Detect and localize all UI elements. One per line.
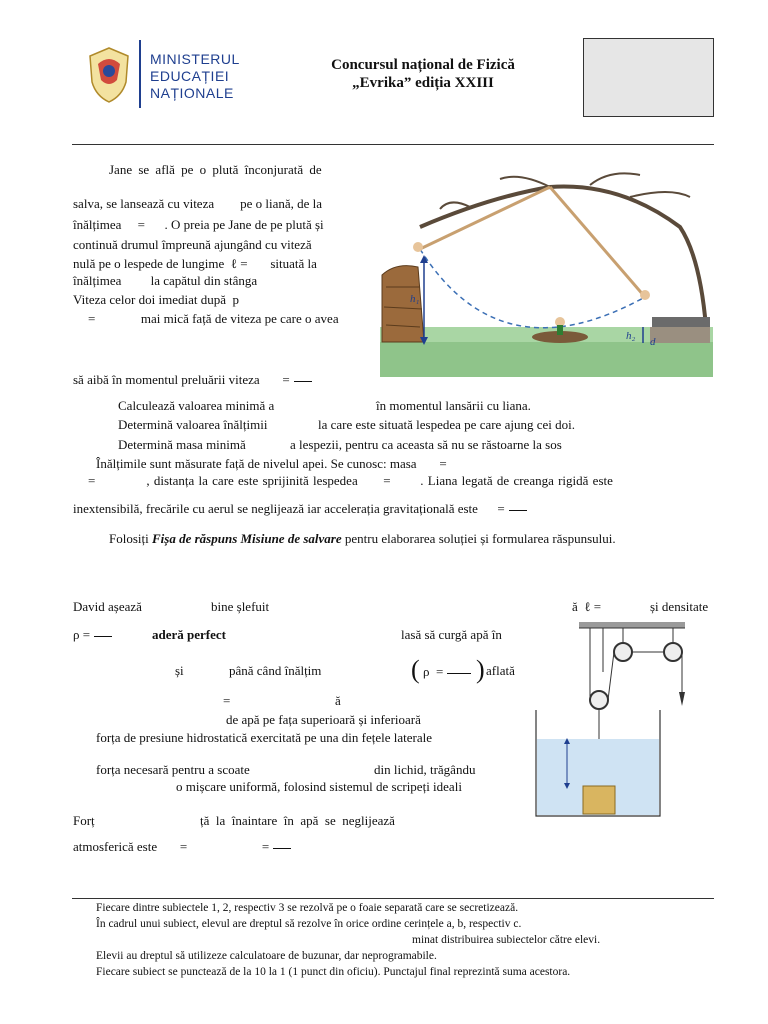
p2-line-1d: și densitate	[650, 599, 709, 614]
p2-density-paren-close: )	[476, 655, 485, 684]
p1-task-c-text1: Determină masa minimă	[118, 437, 246, 452]
footer-notes	[96, 900, 600, 980]
p2-line-2b: aderă perfect	[152, 627, 226, 642]
p1-task-b-text2: la care este situată lespedea pe care ajung cei doi.	[318, 417, 575, 432]
p2-line-1a: David așează	[73, 599, 142, 614]
ministry-line-2: EDUCAȚIEI	[150, 68, 230, 84]
p1-task-a-text2: în momentul lansării cu liana.	[376, 398, 531, 413]
p2-line-3c	[423, 664, 471, 680]
answer-sheet-title: Fișa de răspuns Misiune de salvare	[152, 531, 342, 546]
p2-task-b: forța de presiune hidrostatică exercitată pe una din fețele laterale	[96, 730, 433, 745]
footer-note-3: minat distribuirea subiectelor către elevi.	[412, 934, 601, 946]
p1-given-2: = , distanța la care este sprijinită lespedea = . Liana legată de creanga rigidă este	[88, 473, 613, 488]
p1-instructions	[109, 531, 616, 547]
ministry-name	[150, 51, 240, 102]
p2-note-1a: Forț	[73, 813, 95, 828]
p2-line-4a: =	[223, 693, 231, 708]
fraction-bar	[294, 381, 312, 382]
p2-line-2c: lasă să curgă apă în	[401, 627, 502, 642]
p1-line-9-text: să aibă în momentul preluării viteza =	[73, 372, 290, 387]
footer-note-4: Elevii au dreptul să utilizeze calculatoare de buzunar, dar neprogramabile.	[96, 950, 437, 962]
fraction-bar	[94, 636, 112, 637]
p1-given-1: Înălțimile sunt măsurate față de nivelul apei. Se cunosc: masa =	[96, 456, 447, 471]
p2-line-1b: bine șlefuit	[211, 599, 270, 614]
p2-note-2-text: atmosferică este = =	[73, 839, 270, 854]
p1-task-a	[118, 398, 531, 414]
rescue-illustration	[380, 167, 713, 377]
h2-label: h₂	[626, 330, 636, 342]
p1-task-a-text1: Calculează valoarea minimă a	[118, 398, 275, 413]
p1-line-8: = mai mică față de viteza pe care o avea	[88, 311, 339, 326]
footer-divider	[72, 898, 714, 899]
h1-label: h₁	[410, 293, 420, 305]
p2-task-c3: o mișcare uniformă, folosind sistemul de scripeți ideali	[176, 779, 462, 794]
code-box	[583, 38, 714, 117]
p1-line-4: continuă drumul împreună ajungând cu viteză	[73, 237, 312, 252]
rho-equals: ρ =	[73, 627, 91, 642]
p1-task-c-text2: a lespezii, pentru ca aceasta să nu se răstoarne la sos	[290, 437, 562, 452]
footer-note-2: În cadrul unui subiect, elevul are dreptul să rezolve în orice ordine cerințele a, b, respectiv c.	[96, 918, 522, 930]
contest-title	[300, 56, 546, 92]
p1-task-b-text1: Determină valoarea înălțimii	[118, 417, 268, 432]
p1-task-c	[118, 437, 562, 453]
ministry-line-3: NAȚIONALE	[150, 85, 234, 101]
title-line-1: Concursul național de Fizică	[331, 57, 515, 73]
fraction-bar	[273, 848, 291, 849]
pulley-diagram	[533, 622, 693, 822]
ministry-logo	[84, 46, 134, 104]
p2-line-3d: aflată	[486, 663, 515, 678]
p2-task-a: de apă pe fața superioară și inferioară	[226, 712, 421, 727]
p1-given-3-text: inextensibilă, frecările cu aerul se neglijează iar accelerația gravitațională este =	[73, 501, 505, 516]
p1-line-6: înălțimea la capătul din stânga	[73, 273, 258, 288]
p1-line-9	[73, 372, 312, 388]
p1-line-2: salva, se lansează cu viteza pe o liană, de la	[73, 196, 323, 211]
footer-note-5: Fiecare subiect se punctează de la 10 la 1 (1 punct din oficiu). Punctajul final reprezintă suma acestora.	[96, 966, 571, 978]
p2-density-paren: (	[411, 655, 420, 684]
rho-water-equals: ρ =	[423, 664, 444, 679]
title-line-2: „Evrika” ediția XXIII	[352, 75, 494, 91]
p2-line-3a: și	[175, 663, 184, 678]
fraction-bar	[447, 673, 471, 674]
p1-line-1: Jane se află pe o plută înconjurată de	[109, 162, 322, 177]
instr-text-2: pentru elaborarea soluției și formularea răspunsului.	[344, 531, 616, 546]
fraction-bar	[509, 510, 527, 511]
p2-task-c2: din lichid, trăgându	[374, 762, 476, 777]
logo-divider	[139, 40, 141, 108]
p2-line-3b: până când înălțim	[229, 663, 322, 678]
p1-given-3	[73, 501, 527, 517]
instr-text-1: Folosiți	[109, 531, 149, 546]
ministry-line-1: MINISTERUL	[150, 51, 240, 67]
p2-line-4b: ă	[335, 693, 341, 708]
p1-line-5: nulă pe o lespede de lungime ℓ = situată la	[73, 256, 317, 271]
p2-task-c1: forța necesară pentru a scoate	[96, 762, 250, 777]
p1-line-3: înălțimea = . O preia pe Jane de pe plută și	[73, 217, 324, 232]
p2-note-1b: ță la înaintare în apă se neglijează	[200, 813, 395, 828]
d-label: d	[650, 336, 656, 348]
p1-line-7: Viteza celor doi imediat după p	[73, 292, 239, 307]
p2-note-2	[73, 839, 291, 855]
p1-task-b	[118, 417, 575, 433]
p2-line-1c: ă ℓ =	[572, 599, 602, 614]
p2-line-2a	[73, 627, 112, 643]
footer-note-1: Fiecare dintre subiectele 1, 2, respectiv 3 se rezolvă pe o foaie separată care se secretizează.	[96, 902, 519, 914]
header-divider	[72, 144, 714, 145]
